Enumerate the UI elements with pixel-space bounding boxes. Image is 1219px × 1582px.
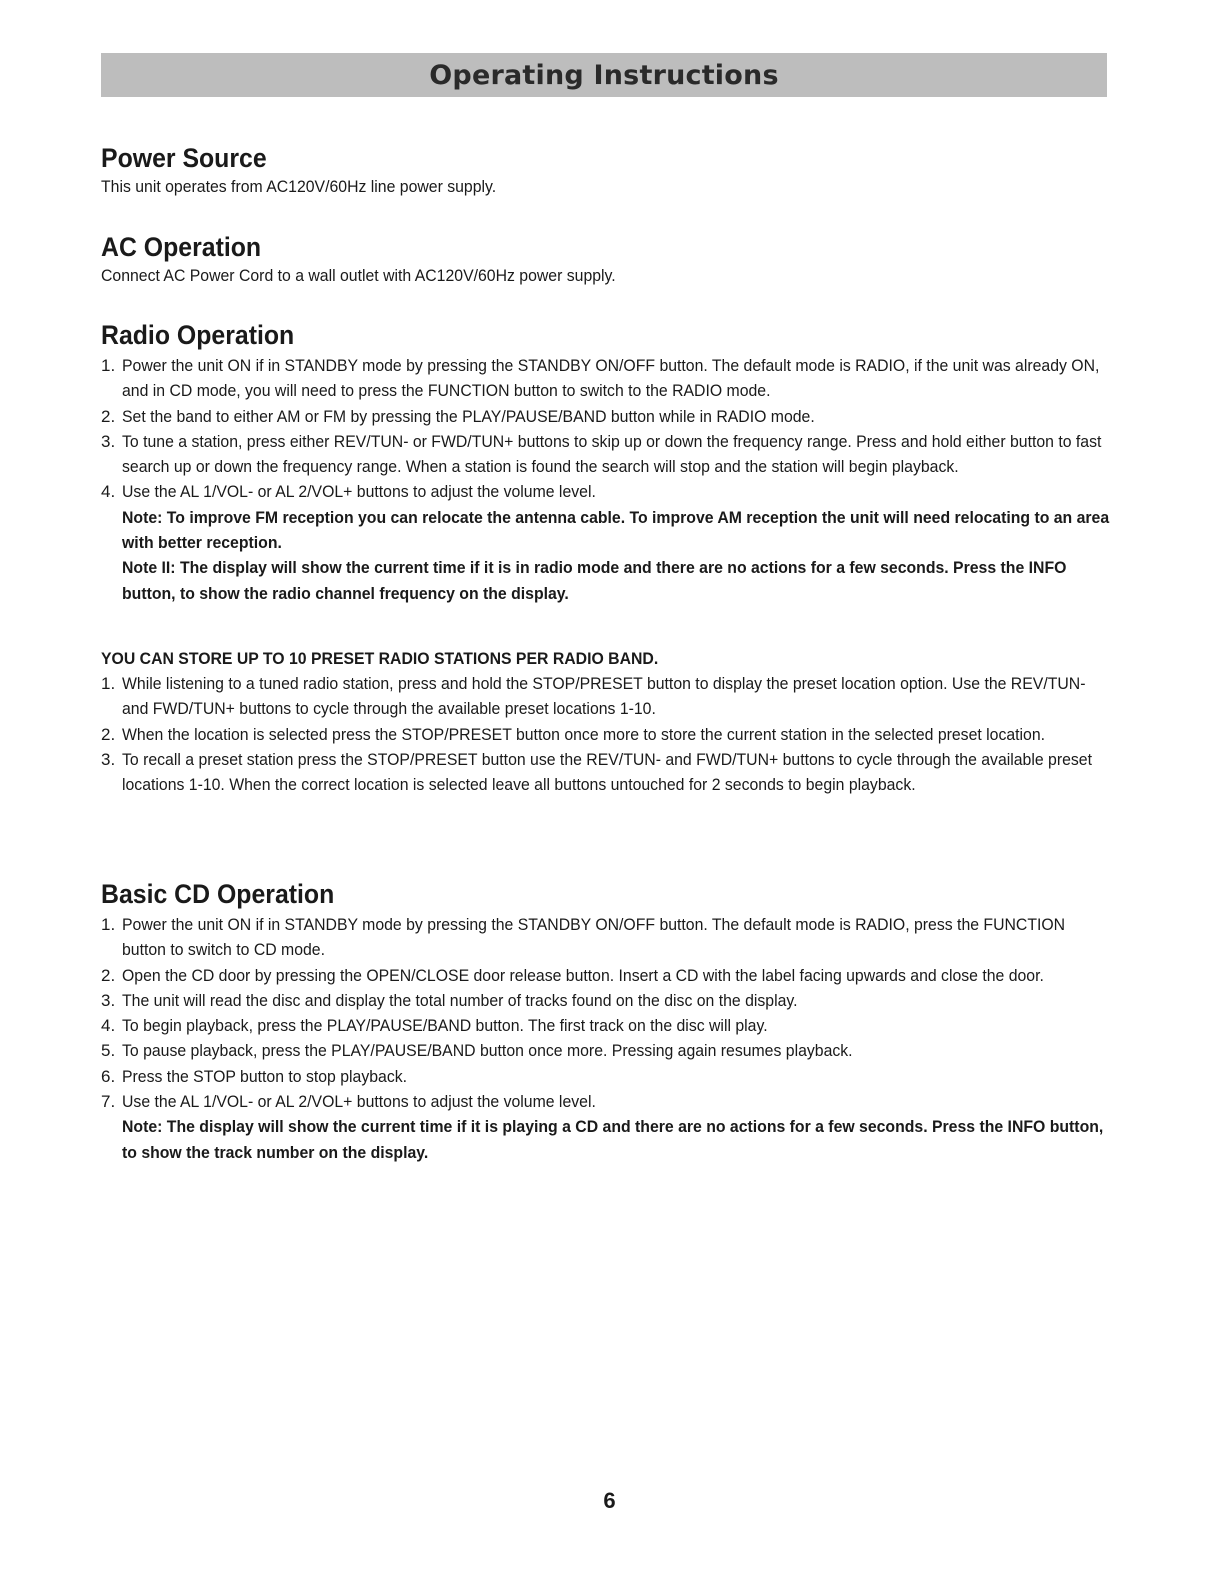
step-text: Press the STOP button to stop playback. [122,1066,408,1086]
list-item [101,479,1111,605]
step-number: 2. [101,406,116,426]
step-number: 3. [101,749,116,769]
list-item [101,722,1111,747]
step-text: To begin playback, press the PLAY/PAUSE/BAND button. The first track on the disc will play. [122,1016,768,1036]
step-number: 2. [101,724,116,744]
step-text: To tune a station, press either REV/TUN- or FWD/TUN+ buttons to skip up or down the frequency range. Press and hold either button to fast search up or down the frequency range. When a station is found the search will stop and the station will begin playback. [122,431,1102,477]
radio-steps-list [101,353,1111,606]
step-text: Power the unit ON if in STANDBY mode by pressing the STANDBY ON/OFF button. The default mode is RADIO, press the FUNCTION button to switch to CD mode. [122,915,1066,960]
step-number: 1. [101,356,116,375]
step-text: To recall a preset station press the STOP/PRESET button use the REV/TUN- and FWD/TUN+ buttons to cycle through the available preset locations 1-10. When the correct location is selected leave all buttons untouched for 2 seconds to begin playback. [122,749,1093,795]
power-source-text: This unit operates from AC120V/60Hz line power supply. [101,177,497,196]
list-item [101,404,1111,429]
step-number: 5. [101,1041,116,1061]
radio-note-display: Note II: The display will show the current time if it is in radio mode and there are no actions for a few seconds. Press the INFO button, to show the radio channel frequency on the display. [122,558,1067,603]
step-text: When the location is selected press the STOP/PRESET button once more to store the current station in the selected preset location. [122,724,1046,744]
step-text: Use the AL 1/VOL- or AL 2/VOL+ buttons to adjust the volume level. [122,1092,596,1112]
step-number: 3. [101,990,116,1010]
step-number: 1. [101,915,116,934]
step-number: 6. [101,1066,116,1086]
list-item [101,747,1111,798]
step-number: 7. [101,1092,116,1112]
ac-operation-section [101,231,1111,288]
list-item [101,988,1111,1013]
step-text: Open the CD door by pressing the OPEN/CLOSE door release button. Insert a CD with the label facing upwards and close the door. [122,965,1044,985]
step-number: 2. [101,965,116,985]
presets-section [101,646,1111,797]
step-text: While listening to a tuned radio station, press and hold the STOP/PRESET button to display the preset location option. Use the REV/TUN- and FWD/TUN+ buttons to cycle through the available preset locations 1-10. [122,674,1086,719]
cd-note-display: Note: The display will show the current time if it is playing a CD and there are no actions for a few seconds. Press the INFO button, to show the track number on the display. [122,1117,1104,1162]
radio-note-reception: Note: To improve FM reception you can relocate the antenna cable. To improve AM reception the unit will need relocating to an area with better reception. [122,507,1110,553]
list-item [101,1013,1111,1038]
step-content [122,479,1112,605]
step-text: Set the band to either AM or FM by pressing the PLAY/PAUSE/BAND button while in RADIO mode. [122,406,815,426]
step-text: To pause playback, press the PLAY/PAUSE/BAND button once more. Pressing again resumes playback. [122,1041,853,1061]
power-source-heading: Power Source [101,143,267,173]
step-number: 4. [101,482,116,502]
list-item [101,963,1111,988]
list-item [101,912,1111,963]
step-content [122,1089,1112,1165]
list-item [101,429,1111,480]
list-item [101,353,1111,404]
presets-steps-list [101,671,1111,797]
radio-operation-section [101,319,1111,606]
list-item [101,671,1111,722]
step-text: Power the unit ON if in STANDBY mode by pressing the STANDBY ON/OFF button. The default mode is RADIO, if the unit was already ON, and in CD mode, you will need to press the FUNCTION button to switch to the RADIO mode. [122,356,1100,401]
presets-heading: YOU CAN STORE UP TO 10 PRESET RADIO STATIONS PER RADIO BAND. [101,649,659,668]
power-source-section [101,142,1111,199]
cd-steps-list [101,912,1111,1165]
step-number: 1. [101,674,116,693]
step-number: 4. [101,1016,116,1036]
ac-operation-text: Connect AC Power Cord to a wall outlet with AC120V/60Hz power supply. [101,266,616,285]
page-header-banner [101,53,1107,97]
ac-operation-heading: AC Operation [101,232,262,262]
step-number: 3. [101,431,116,451]
step-text: Use the AL 1/VOL- or AL 2/VOL+ buttons to adjust the volume level. [122,482,596,502]
list-item [101,1089,1111,1165]
list-item [101,1064,1111,1089]
cd-operation-heading: Basic CD Operation [101,879,335,909]
page-title: Operating Instructions [429,59,779,91]
cd-operation-section [101,878,1111,1165]
step-text: The unit will read the disc and display the total number of tracks found on the disc on the display. [122,990,798,1010]
page-number: 6 [603,1488,616,1513]
radio-operation-heading: Radio Operation [101,320,295,350]
list-item [101,1038,1111,1063]
